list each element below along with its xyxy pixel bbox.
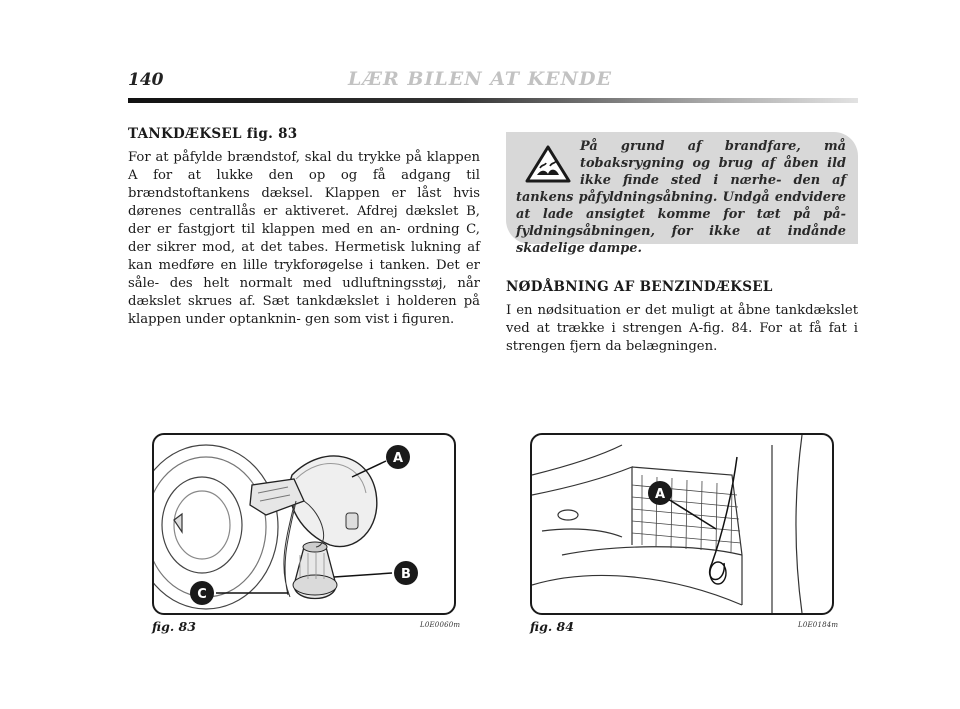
warning-text: På grund af brandfare, må tobaksrygning og brug af åben ild ikke finde sted i nærhe- den af tankens påfyldningsåbning. Undgå endvidere at lade ansigtet komme for tæt på på- fyldningsåbningen, for ikke at indånde skadelige dampe. xyxy=(516,139,846,256)
figure-83-fuel-cap-illustration xyxy=(152,433,456,615)
callout-c-label: C xyxy=(197,587,207,602)
fuel-cap-paragraph: For at påfylde brændstof, skal du trykke på klappen A for at lukke den op og få adgang til brændstoftankens dæksel. Klappen er låst hvis dørenes centrallås er aktiveret. Afdrej dækslet B, der er fastgjort til klappen med en an- ordning C, der sikrer mod, at det tabes. Hermetisk lukning af kan medføre en lille trykforøgelse i tanken. Det er såle- des helt normalt med udluftningsstøj, når dækslet skrues af. Sæt tankdækslet i holderen på klappen under optanknin- gen som vist i figuren. xyxy=(128,150,480,327)
figure-84-code: L0E0184m xyxy=(798,621,839,629)
callout-a-marker xyxy=(386,445,410,469)
running-head: LÆR BILEN AT KENDE xyxy=(348,68,612,90)
header-rule xyxy=(128,98,858,103)
figure-83-caption: fig. 83 xyxy=(152,619,196,634)
callout-b-marker xyxy=(394,561,418,585)
warning-box xyxy=(506,132,858,256)
right-column xyxy=(506,278,858,356)
page-number: 140 xyxy=(128,70,164,90)
emergency-opening-paragraph: I en nødsituation er det muligt at åbne tankdækslet ved at trække i strengen A-fig. 84. For at få fat i strengen fjern da belægningen. xyxy=(506,303,858,354)
callout-a-label-fig84: A xyxy=(654,487,666,502)
figure-84-trunk-illustration xyxy=(530,433,834,615)
warning-triangle-icon xyxy=(524,144,572,184)
callout-a-marker-fig84 xyxy=(648,481,672,505)
section-heading-fuel-cap: TANKDÆKSEL fig. 83 xyxy=(128,126,298,142)
callout-b-label: B xyxy=(401,567,411,582)
figure-83-code: L0E0060m xyxy=(420,621,461,629)
callout-c-marker xyxy=(190,581,214,605)
callout-a-label: A xyxy=(392,451,404,466)
figure-84-caption: fig. 84 xyxy=(530,619,574,634)
section-heading-emergency-opening: NØDÅBNING AF BENZINDÆKSEL xyxy=(506,279,773,295)
left-column xyxy=(128,125,480,329)
